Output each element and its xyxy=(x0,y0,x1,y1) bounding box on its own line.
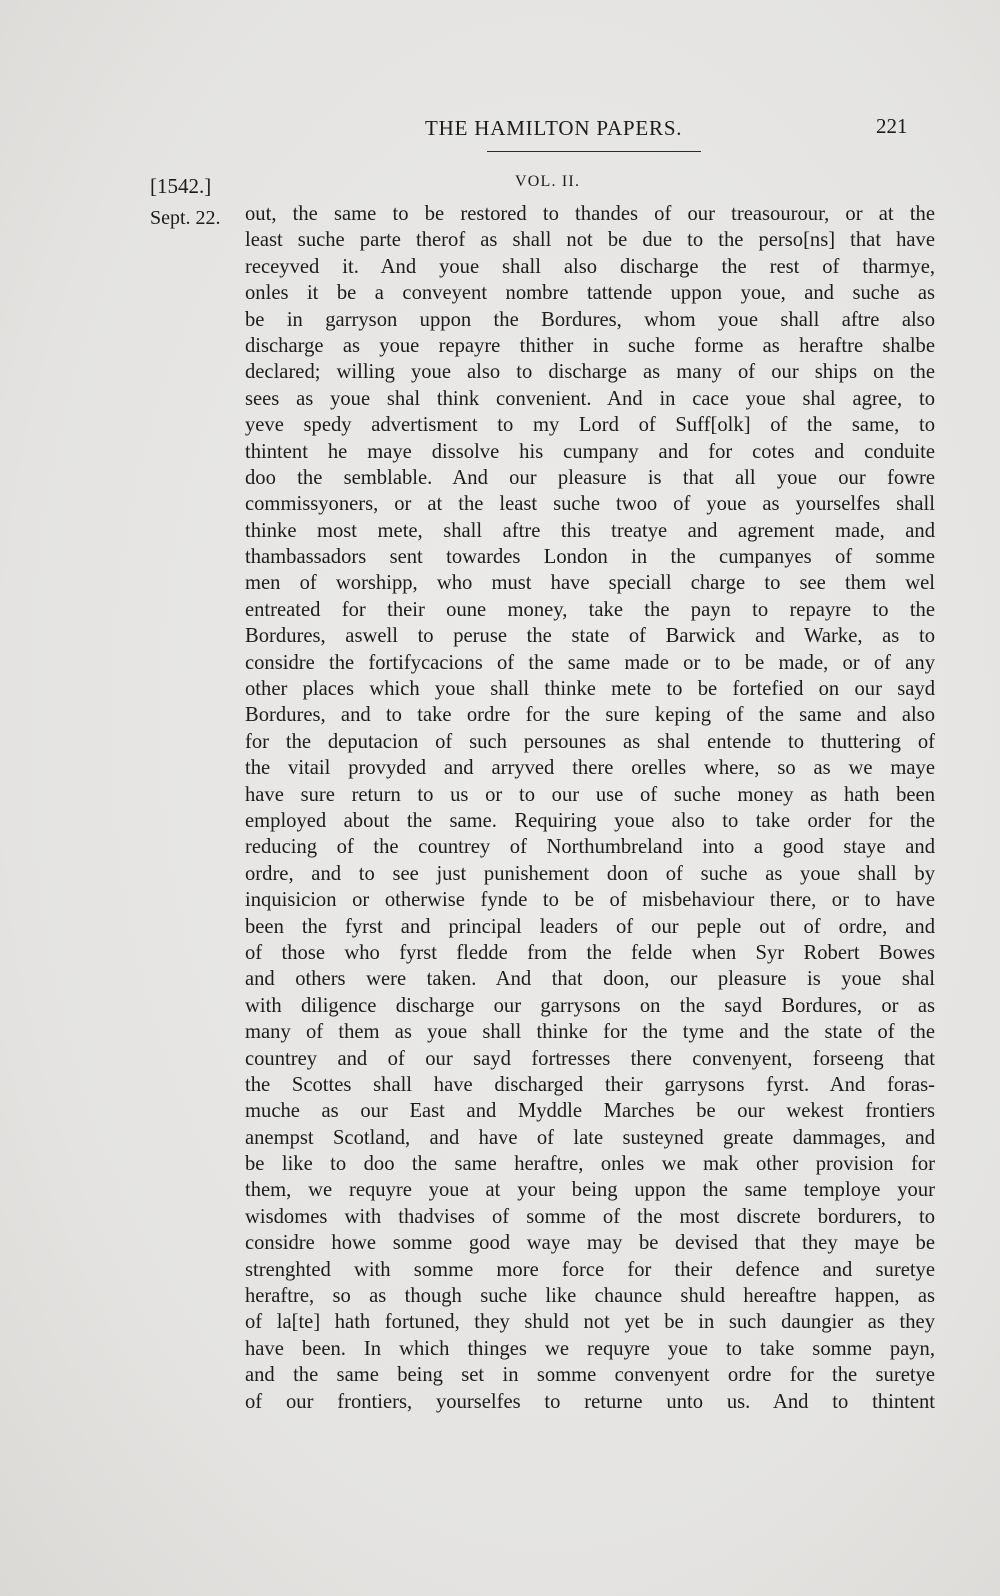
text-line: doo the semblable. And our pleasure is that all youe our fowre xyxy=(245,466,935,489)
text-line: considre the fortifycacions of the same made or to be made, or of any xyxy=(245,651,935,674)
text-line: countrey and of our sayd fortresses there convenyent, forseeng that xyxy=(245,1047,935,1070)
text-line: of those who fyrst fledde from the felde when Syr Robert Bowes xyxy=(245,941,935,964)
text-line: entreated for their oune money, take the payn to repayre to the xyxy=(245,598,935,621)
page-number: 221 xyxy=(876,114,908,138)
text-line: been the fyrst and principal leaders of our peple out of ordre, and xyxy=(245,915,935,938)
text-line: of our frontiers, yourselfes to returne unto us. And to thintent xyxy=(245,1390,935,1413)
margin-date: Sept. 22. xyxy=(150,207,221,229)
text-line: discharge as youe repayre thither in suche forme as heraftre shalbe xyxy=(245,334,935,357)
text-line: with diligence discharge our garrysons on the sayd Bordures, or as xyxy=(245,994,935,1017)
text-line: declared; willing youe also to discharge as many of our ships on the xyxy=(245,361,935,384)
text-line: other places which youe shall thinke mete to be fortefied on our sayd xyxy=(245,678,935,701)
text-line: ordre, and to see just punishement doon of suche as youe shall by xyxy=(245,862,935,885)
text-line: men of worshipp, who must have speciall charge to see them wel xyxy=(245,572,935,595)
text-line: thintent he maye dissolve his cumpany and for cotes and conduite xyxy=(245,440,935,463)
text-line: anempst Scotland, and have of late susteyned greate dammages, and xyxy=(245,1126,935,1149)
text-line: have been. In which thinges we requyre youe to take somme payn, xyxy=(245,1337,935,1360)
body-text xyxy=(245,201,935,1415)
text-line: commissyoners, or at the least suche twoo of youe as yourselfes shall xyxy=(245,493,935,516)
text-line: employed about the same. Requiring youe also to take order for the xyxy=(245,809,935,832)
text-line: muche as our East and Myddle Marches be our wekest frontiers xyxy=(245,1100,935,1123)
text-line: the vitail provyded and arryved there orelles where, so as we maye xyxy=(245,757,935,780)
text-line: for the deputacion of such persounes as shal entende to thuttering of xyxy=(245,730,935,753)
text-line: of la[te] hath fortuned, they shuld not yet be in such daungier as they xyxy=(245,1311,935,1334)
text-line: sees as youe shal think convenient. And in cace youe shal agree, to xyxy=(245,387,935,410)
text-line: be in garryson uppon the Bordures, whom youe shall aftre also xyxy=(245,308,935,331)
text-line: have sure return to us or to our use of suche money as hath been xyxy=(245,783,935,806)
text-line: wisdomes with thadvises of somme of the most discrete bordurers, to xyxy=(245,1205,935,1228)
text-line: strenghted with somme more force for their defence and suretye xyxy=(245,1258,935,1281)
text-line: and others were taken. And that doon, our pleasure is youe shal xyxy=(245,968,935,991)
text-line: receyved it. And youe shall also discharge the rest of tharmye, xyxy=(245,255,935,278)
text-line: heraftre, so as though suche like chaunce shuld hereaftre happen, as xyxy=(245,1285,935,1308)
text-line: be like to doo the same heraftre, onles we mak other provision for xyxy=(245,1153,935,1176)
running-head xyxy=(0,112,1000,144)
volume-label: VOL. II. xyxy=(515,173,581,190)
text-line: reducing of the countrey of Northumbreland into a good staye and xyxy=(245,836,935,859)
text-line: the Scottes shall have discharged their garrysons fyrst. And foras- xyxy=(245,1073,935,1096)
text-line: inquisicion or otherwise fynde to be of misbehaviour there, or to have xyxy=(245,889,935,912)
text-line: thinke most mete, shall aftre this treatye and agrement made, and xyxy=(245,519,935,542)
text-line: and the same being set in somme convenyent ordre for the suretye xyxy=(245,1364,935,1387)
text-line: yeve spedy advertisment to my Lord of Suff[olk] of the same, to xyxy=(245,414,935,437)
text-line: many of them as youe shall thinke for the tyme and the state of the xyxy=(245,1021,935,1044)
text-line: Bordures, and to take ordre for the sure keping of the same and also xyxy=(245,704,935,727)
text-line: least suche parte therof as shall not be due to the perso[ns] that have xyxy=(245,229,935,252)
text-line: onles it be a conveyent nombre tattende uppon youe, and suche as xyxy=(245,282,935,305)
text-line: Bordures, aswell to peruse the state of Barwick and Warke, as to xyxy=(245,625,935,648)
year-label: [1542.] xyxy=(150,174,212,198)
text-line: thambassadors sent towardes London in the cumpanyes of somme xyxy=(245,546,935,569)
running-title: THE HAMILTON PAPERS. xyxy=(425,116,683,140)
text-line: considre howe somme good waye may be devised that they maye be xyxy=(245,1232,935,1255)
text-line: them, we requyre youe at your being uppon the same temploye your xyxy=(245,1179,935,1202)
header-rule xyxy=(487,151,701,152)
text-line: out, the same to be restored to thandes of our treasourour, or at the xyxy=(245,203,935,225)
